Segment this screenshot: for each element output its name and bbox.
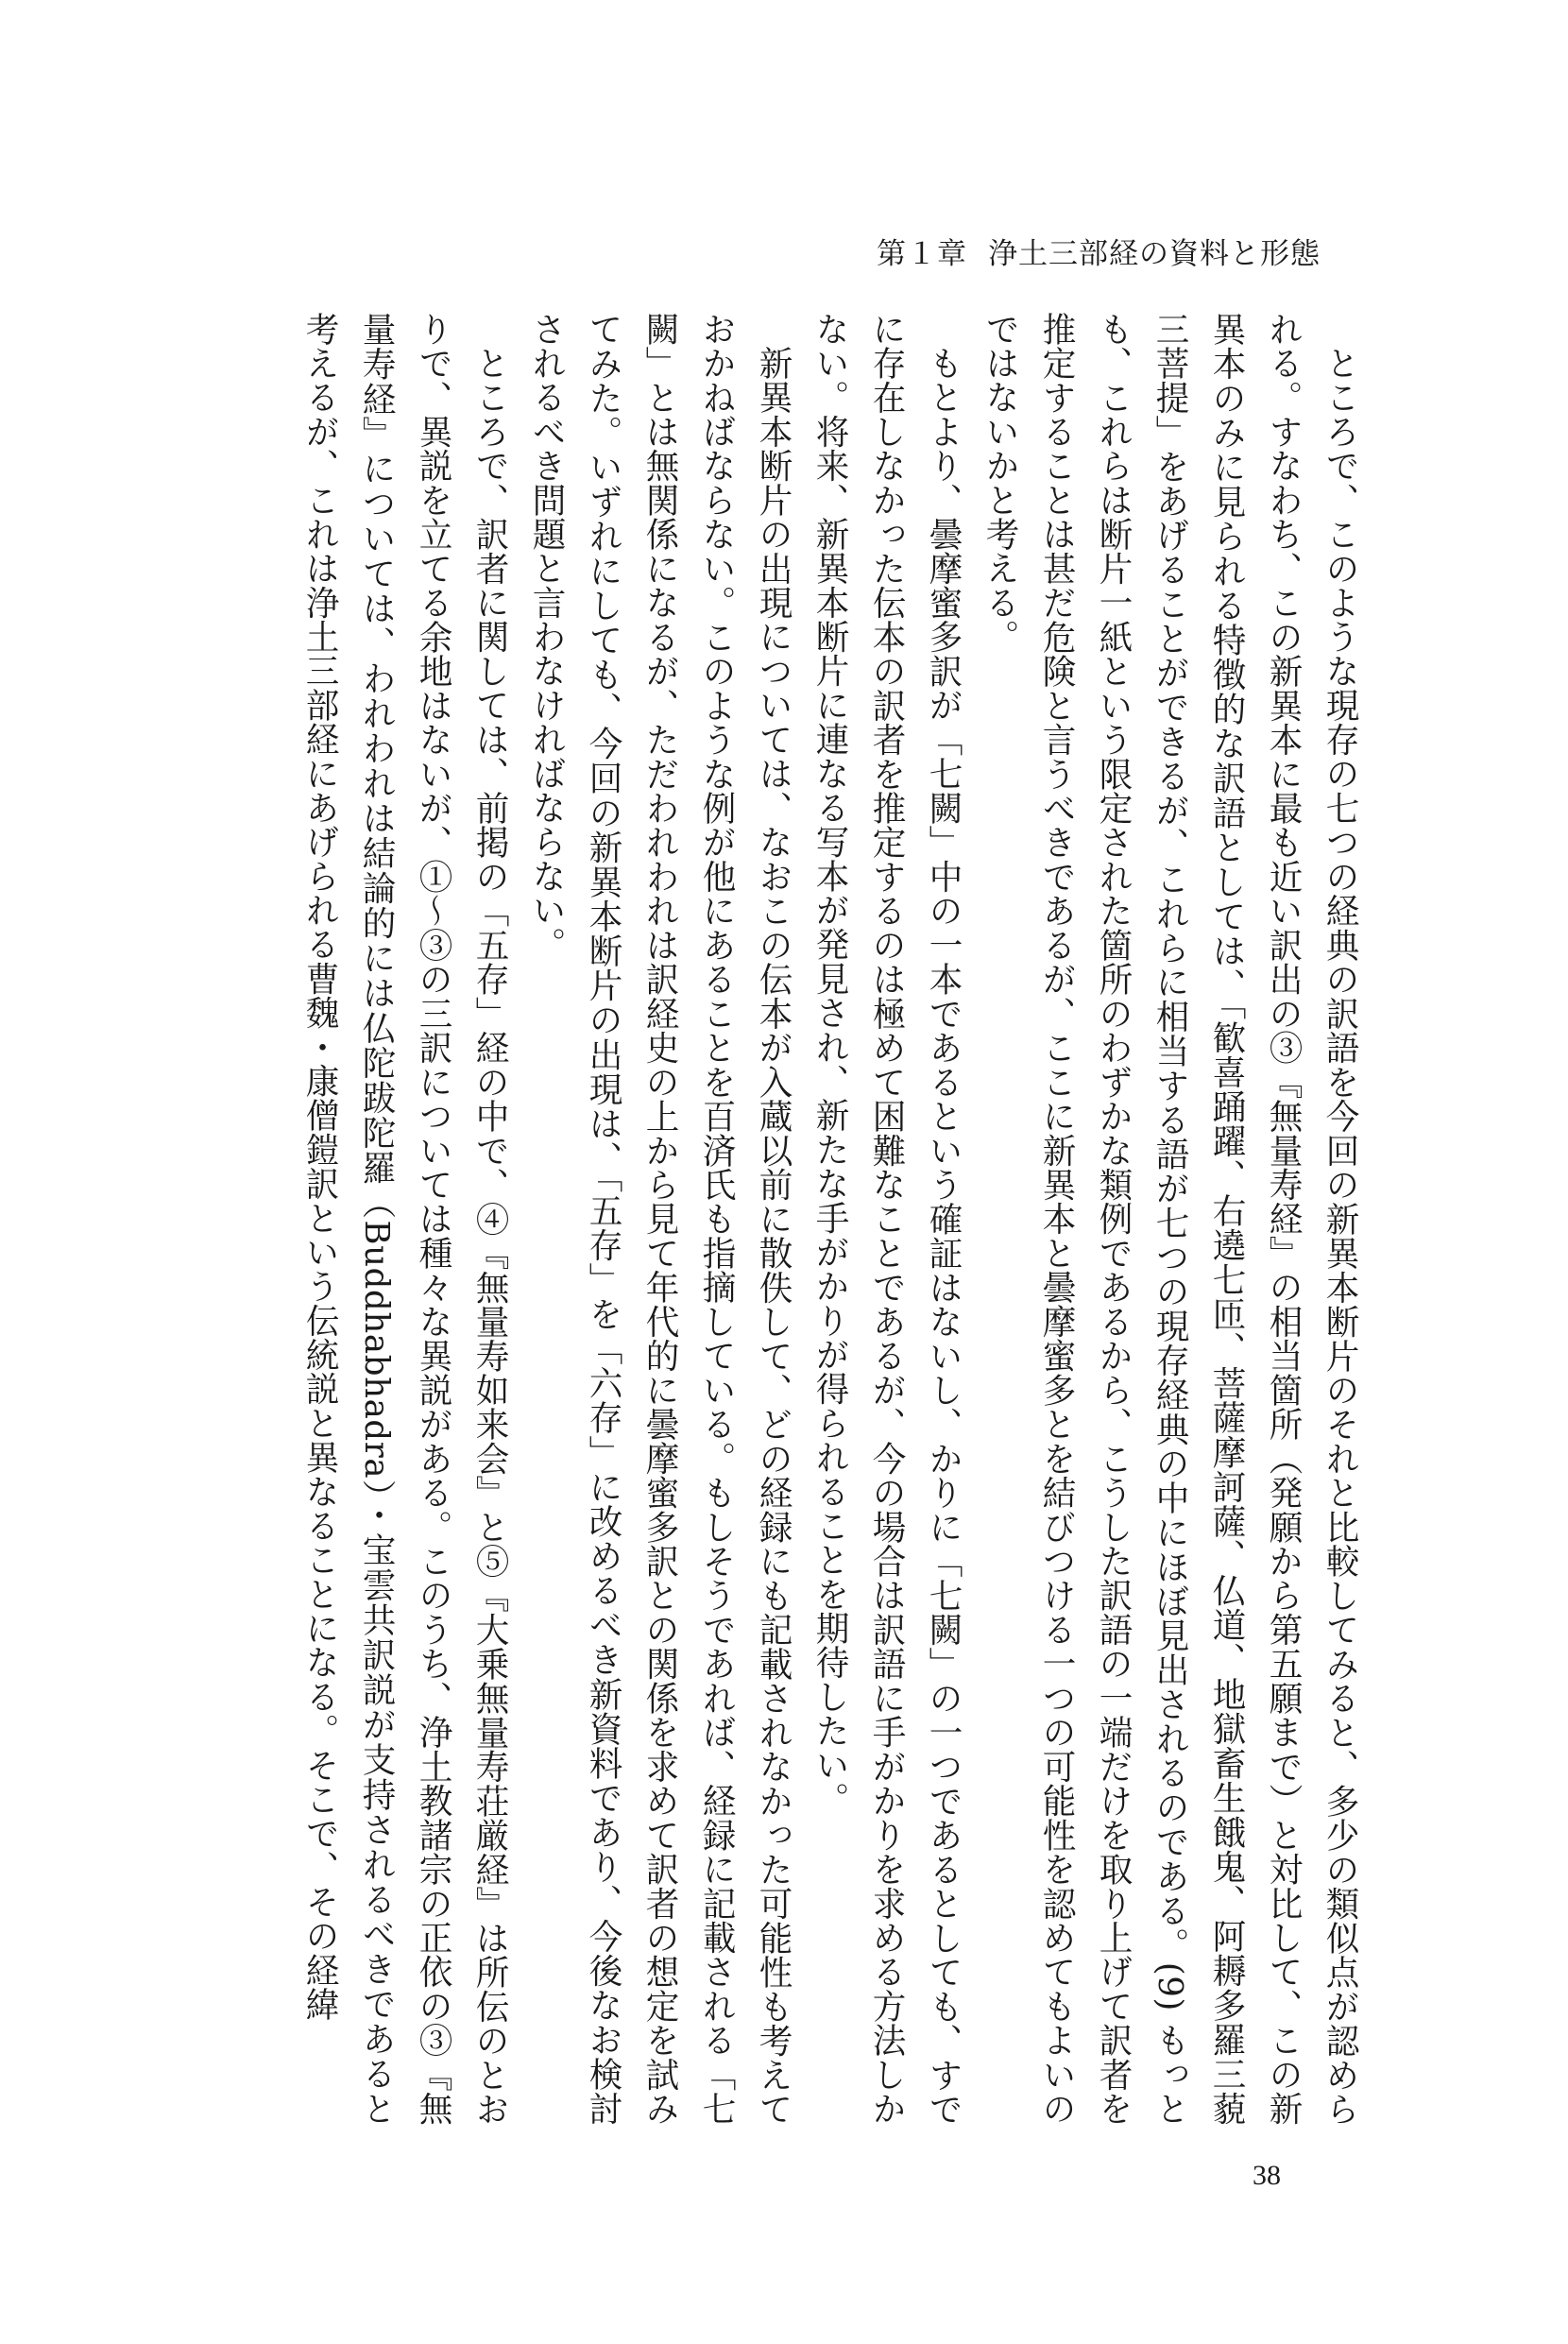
page-number: 38 — [1253, 2160, 1281, 2191]
chapter-label: 第１章 — [877, 237, 967, 271]
paragraph-3: 新異本断片の出現については、なおこの伝本が入蔵以前に散佚して、どの経録にも記載されなかった可能性も考えておかねばならない。このような例が他にあることを百済氏も指摘している。もしそうであれば、経録に記載される「七闕」とは無関係になるが、ただわれわれは訳経史の上から見て年代的に曇摩蜜多訳との関係を求めて訳者の想定を試みてみた。いずれにしても、今回の新異本断片の出現は、「五存」を「六存」に改めるべき新資料であり、今後なお検討されるべき問題と言わなければならない。 — [527, 312, 793, 2126]
body-text — [178, 312, 1368, 2126]
running-header — [877, 230, 1321, 272]
chapter-title: 浄土三部経の資料と形態 — [988, 237, 1321, 271]
paragraph-1: ところで、このような現存の七つの経典の訳語を今回の新異本断片のそれと比較してみると、多少の類似点が認められる。すなわち、この新異本に最も近い訳出の③『無量寿経』の相当箇所（発願から第五願まで）と対比して、この新異本のみに見られる特徴的な訳語としては、「歓喜踊躍、右遶七匝、菩薩摩訶薩、仏道、地獄畜生餓鬼、阿耨多羅三藐三菩提」をあげることができるが、これらに相当する語が七つの現存経典の中にほぼ見出されるのである。(9) もっとも、これらは断片一紙という限定された箇所のわずかな類例であるから、こうした訳語の一端だけを取り上げて訳者を推定することは甚だ危険と言うべきであるが、ここに新異本と曇摩蜜多とを結びつける一つの可能性を認めてもよいのではないかと考える。 — [980, 312, 1359, 2126]
paragraph-2: もとより、曇摩蜜多訳が「七闕」中の一本であるという確証はないし、かりに「七闕」の一つであるとしても、すでに存在しなかった伝本の訳者を推定するのは極めて困難なことであるが、今の場合は訳語に手がかりを求める方法しかない。将来、新異本断片に連なる写本が発見され、新たな手がかりが得られることを期待したい。 — [810, 312, 963, 2126]
paragraph-4: ところで、訳者に関しては、前掲の「五存」経の中で、④『無量寿如来会』と⑤『大乗無量寿荘厳経』は所伝のとおりで、異説を立てる余地はないが、①〜③の三訳については種々な異説がある。このうち、浄土教諸宗の正依の③『無量寿経』については、われわれは結論的には仏陀跋陀羅（Buddhabhadra）・宝雲共訳説が支持されるべきであると考えるが、これは浄土三部経にあげられる曹魏・康僧鎧訳という伝統説と異なることになる。そこで、その経緯 — [300, 312, 509, 2126]
